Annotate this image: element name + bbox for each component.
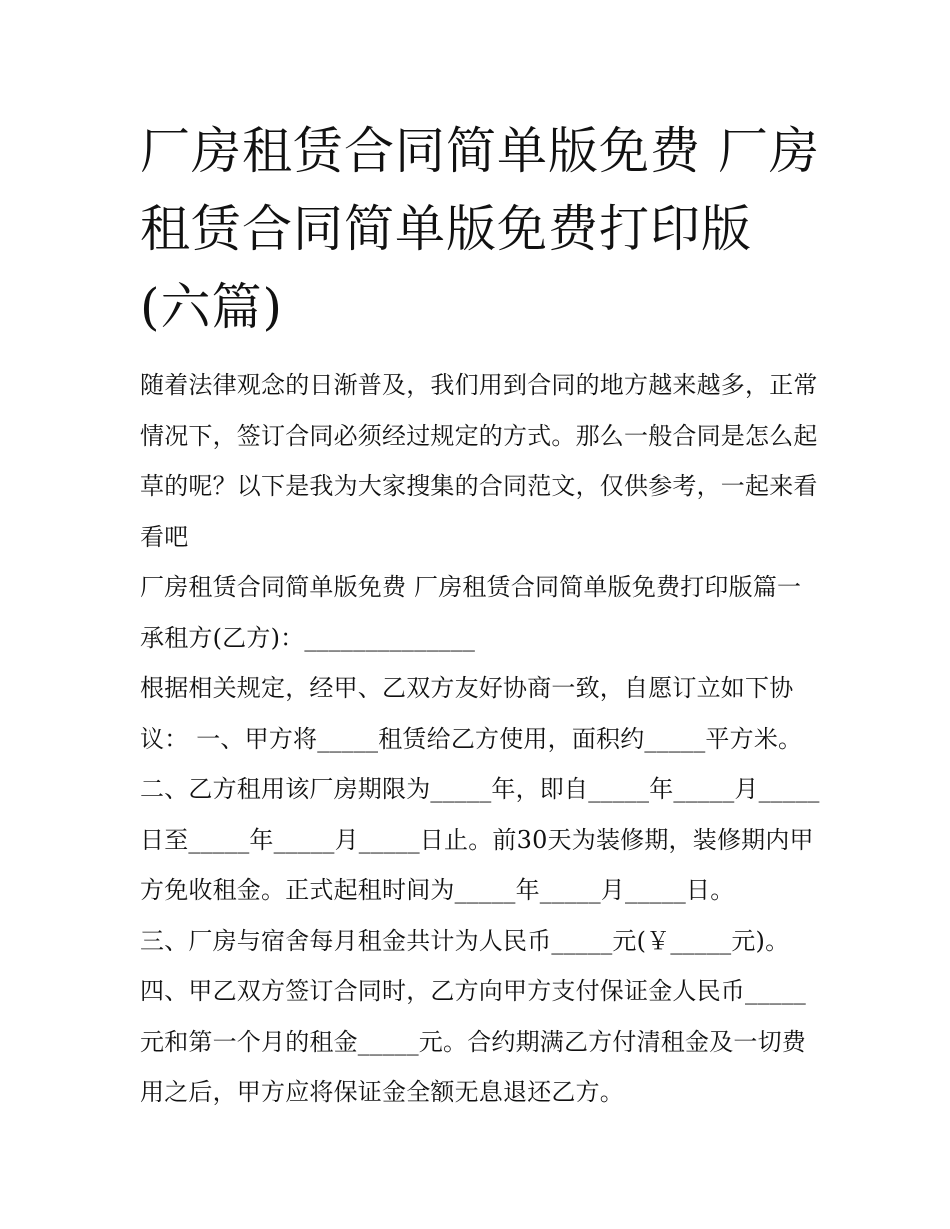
document-page: [140, 112, 820, 1118]
agreement-clause-3: 三、厂房与宿舍每月租金共计为人民币_____元(￥_____元)。: [140, 926, 790, 955]
agreement-clause-4: 四、甲乙双方签订合同时，乙方向甲方支付保证金人民币_____元和第一个月的租金_____元。合约期满乙方付清租金及一切费用之后，甲方应将保证金全额无息退还乙方。: [140, 977, 806, 1106]
intro-paragraph: 随着法律观念的日渐普及，我们用到合同的地方越来越多，正常情况下，签订合同必须经过规定的方式。那么一般合同是怎么起草的呢？以下是我为大家搜集的合同范文，仅供参考，一起来看看吧: [140, 371, 818, 551]
contract-heading-paragraph: 厂房租赁合同简单版免费 厂房租赁合同简单版免费打印版篇一承租方(乙方)：______________: [140, 573, 802, 652]
agreement-clause-2: 二、乙方租用该厂房期限为_____年，即自_____年_____月_____日至_____年_____月_____日止。前30天为装修期，装修期内甲方免收租金。正式起租时间为_____年_____月_____日。: [140, 775, 820, 904]
agreement-clause-1: 根据相关规定，经甲、乙双方友好协商一致，自愿订立如下协议： 一、甲方将_____租赁给乙方使用，面积约_____平方米。: [140, 674, 803, 753]
document-title: 厂房租赁合同简单版免费 厂房租赁合同简单版免费打印版(六篇): [140, 122, 820, 336]
